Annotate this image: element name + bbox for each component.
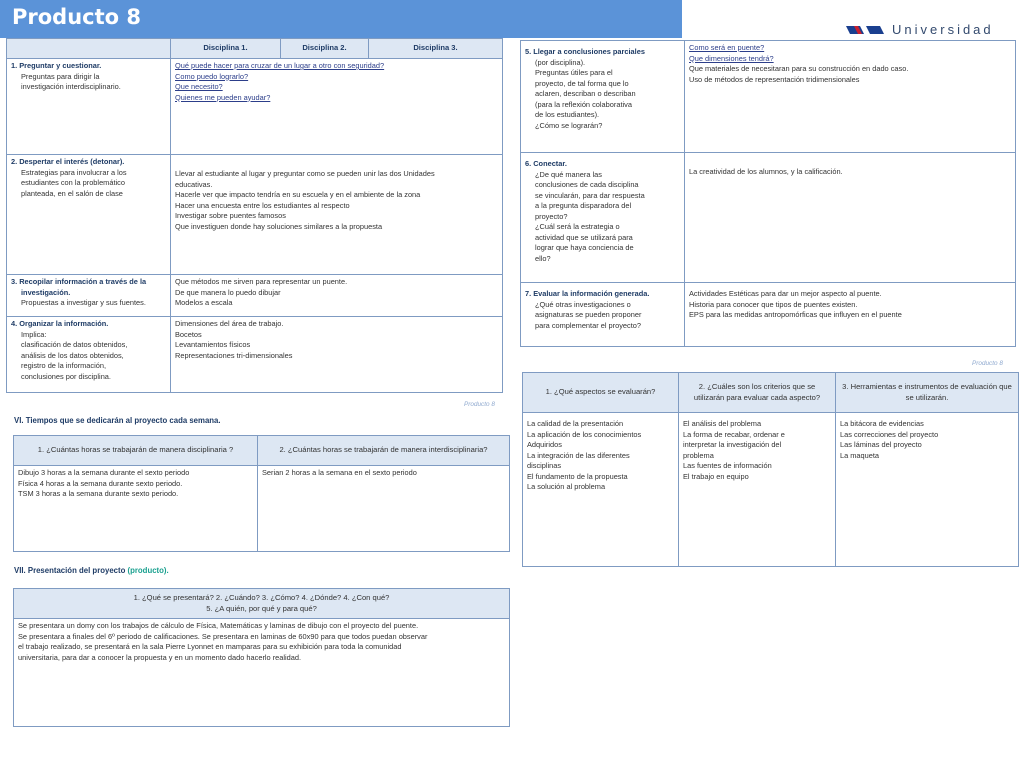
- content-line: educativas.: [175, 179, 213, 189]
- left-header-d2: Disciplina 2.: [281, 39, 369, 59]
- left-row-2: [7, 155, 503, 275]
- row-heading: 6. Conectar.: [525, 159, 567, 168]
- content-line: Actividades Estéticas para dar un mejor aspecto al puente.: [689, 289, 882, 298]
- content-line: Dibujo 3 horas a la semana durante el sexto periodo: [18, 468, 190, 477]
- row-sub: planteada, en el salón de clase: [21, 188, 123, 198]
- left-row-2-content: [171, 155, 503, 275]
- presentation-table: [13, 588, 510, 727]
- content-line: Historia para conocer que tipos de puentes existen.: [689, 299, 858, 309]
- left-row-3-content: [171, 275, 503, 317]
- content-line: Representaciones tri-dimensionales: [175, 350, 293, 360]
- right-row-5: [521, 41, 1016, 153]
- content-line: Hacer una encuesta entre los estudiantes al respecto: [175, 200, 350, 210]
- right-row-7: [521, 283, 1016, 347]
- row-sub: ello?: [535, 253, 551, 263]
- row-sub: conclusiones por disciplina.: [21, 371, 111, 381]
- left-header-d3: Disciplina 3.: [369, 39, 503, 59]
- content-line: universitaria, para dar a conocer la propuesta y en un momento dado hacerlo realidad.: [18, 652, 302, 662]
- content-line: Hacerle ver que impacto tendría en su escuela y en el ambiente de la zona: [175, 190, 421, 199]
- row-heading: 3. Recopilar información a través de la: [11, 277, 147, 286]
- time-disciplinary-cell: [14, 466, 258, 552]
- row-sub: Estrategias para involucrar a los: [21, 167, 127, 177]
- content-line: Serian 2 horas a la semana en el sexto periodo: [262, 468, 417, 477]
- left-row-1-content: [171, 59, 503, 155]
- row-sub: investigación interdisciplinario.: [21, 82, 121, 91]
- content-line: El trabajo en equipo: [683, 471, 749, 481]
- logo-mark-icon: [846, 24, 886, 36]
- right-row-7-label: [521, 283, 685, 347]
- row-sub: lograr que haya conciencia de: [535, 243, 634, 252]
- content-line: Que métodos me sirven para representar un puente.: [175, 277, 348, 286]
- left-header-empty: [7, 39, 171, 59]
- eval-aspects-cell: [523, 413, 679, 567]
- right-row-6: [521, 153, 1016, 283]
- content-line: Que investiguen donde hay soluciones similares a la propuesta: [175, 221, 383, 231]
- content-line: Las fuentes de información: [683, 461, 772, 470]
- row-heading: 5. Llegar a conclusiones parciales: [525, 47, 645, 56]
- content-line: Llevar al estudiante al lugar y preguntar como se pueden unir las dos Unidades: [175, 169, 435, 178]
- header-line: 1. ¿Qué se presentará? 2. ¿Cuándo? 3. ¿Cómo? 4. ¿Dónde? 4. ¿Con qué?: [133, 593, 390, 602]
- content-line: La bitácora de evidencias: [840, 419, 924, 428]
- content-line: Física 4 horas a la semana durante sexto periodo.: [18, 478, 183, 488]
- evaluation-header-row: [523, 373, 1019, 413]
- left-table-header-row: [7, 39, 503, 59]
- row-heading: 1. Preguntar y cuestionar.: [11, 61, 102, 70]
- left-row-4-content: [171, 317, 503, 393]
- content-line: Las láminas del proyecto: [840, 440, 922, 449]
- content-line: La integración de las diferentes: [527, 450, 630, 460]
- content-line: Que dimensiones tendrá?: [689, 53, 774, 63]
- left-row-4: [7, 317, 503, 393]
- content-line: Como será en puente?: [689, 43, 765, 52]
- eval-header-criteria: 2. ¿Cuáles son los criterios que se utilizarán para evaluar cada aspecto?: [679, 373, 836, 413]
- content-line: EPS para las medidas antropomórficas que influyen en el puente: [689, 310, 902, 319]
- product-note-left: Producto 8: [464, 401, 495, 408]
- row-sub: análisis de los datos obtenidos,: [21, 350, 124, 360]
- row-heading: 7. Evaluar la información generada.: [525, 289, 650, 298]
- content-line: La maqueta: [840, 450, 880, 460]
- content-line: Modelos a escala: [175, 298, 233, 307]
- left-row-1: [7, 59, 503, 155]
- content-line: Adquiridos: [527, 440, 562, 449]
- right-table: [520, 40, 1016, 347]
- content-line: Levantamientos físicos: [175, 340, 251, 349]
- presentation-header: [14, 589, 510, 619]
- content-line: La calidad de la presentación: [527, 419, 624, 428]
- eval-header-aspects: 1. ¿Qué aspectos se evaluarán?: [523, 373, 679, 413]
- row-sub: de los estudiantes).: [535, 110, 600, 119]
- right-row-5-content: [685, 41, 1016, 153]
- row-sub: ¿Cómo se lograrán?: [535, 120, 603, 130]
- row-heading: 2. Despertar el interés (detonar).: [11, 157, 125, 166]
- content-line: La creatividad de los alumnos, y la calificación.: [689, 167, 843, 176]
- row-sub: aclaren, describan o describan: [535, 89, 636, 98]
- row-sub: Preguntas para dirigir la: [21, 71, 100, 81]
- header-line: 5. ¿A quién, por qué y para qué?: [206, 603, 317, 613]
- content-line: El fundamento de la propuesta: [527, 471, 628, 481]
- content-line: La forma de recabar, ordenar e: [683, 429, 785, 439]
- eval-criteria-cell: [679, 413, 836, 567]
- evaluation-row: [523, 413, 1019, 567]
- content-line: Las correcciones del proyecto: [840, 429, 939, 439]
- left-row-1-label: [7, 59, 171, 155]
- content-line: Uso de métodos de representación tridimensionales: [689, 74, 860, 84]
- row-sub: ¿De qué manera las: [535, 169, 602, 179]
- page-title: Producto 8: [12, 5, 141, 29]
- content-line: Investigar sobre puentes famosos: [175, 211, 286, 220]
- product-note-right: Producto 8: [972, 360, 1003, 367]
- section-vii-title-product: (producto).: [127, 566, 169, 575]
- title-bar: [0, 0, 682, 38]
- content-line: Como puedo lograrlo?: [175, 71, 249, 81]
- right-row-6-content: [685, 153, 1016, 283]
- row-sub: Preguntas útiles para el: [535, 68, 613, 77]
- left-header-d1: Disciplina 1.: [171, 39, 281, 59]
- row-sub: conclusiones de cada disciplina: [535, 180, 639, 189]
- evaluation-table: [522, 372, 1019, 567]
- row-sub: (por disciplina).: [535, 57, 586, 67]
- row-heading: investigación.: [21, 287, 71, 297]
- row-sub: Propuestas a investigar y sus fuentes.: [21, 298, 146, 307]
- content-line: el trabajo realizado, se presentará en la sala Pierre Lyonnet en mamparas para su exhibición para toda la comunidad: [18, 642, 402, 651]
- left-row-4-label: [7, 317, 171, 393]
- row-sub: ¿Qué otras investigaciones o: [535, 299, 631, 309]
- section-vi-title: VI. Tiempos que se dedicarán al proyecto cada semana.: [14, 416, 221, 425]
- row-heading: 4. Organizar la información.: [11, 319, 109, 328]
- row-sub: asignaturas se pueden proponer: [535, 310, 642, 319]
- content-line: problema: [683, 450, 714, 460]
- right-row-5-label: [521, 41, 685, 153]
- content-line: La aplicación de los conocimientos: [527, 429, 642, 439]
- time-interdisciplinary-cell: [258, 466, 510, 552]
- logo-text: Universidad: [892, 22, 994, 37]
- content-line: disciplinas: [527, 461, 562, 470]
- row-sub: a la pregunta disparadora del: [535, 201, 632, 210]
- right-row-7-content: [685, 283, 1016, 347]
- eval-header-tools: 3. Herramientas e instrumentos de evaluación que se utilizarán.: [836, 373, 1019, 413]
- row-sub: proyecto?: [535, 211, 568, 221]
- content-line: Se presentara a finales del 6º periodo de calificaciones. Se presentara en laminas de 60x90 para que todos puedan observar: [18, 631, 428, 641]
- presentation-row: [14, 619, 510, 727]
- content-line: De que manera lo puedo dibujar: [175, 287, 281, 297]
- left-row-3-label: [7, 275, 171, 317]
- row-sub: Implica:: [21, 329, 47, 339]
- content-line: interpretar la investigación del: [683, 440, 782, 449]
- content-line: El análisis del problema: [683, 419, 762, 428]
- time-table-header: [14, 436, 510, 466]
- content-line: Quienes me pueden ayudar?: [175, 92, 271, 102]
- content-line: Que materiales de necesitaran para su construcción en dado caso.: [689, 64, 909, 73]
- time-table: [13, 435, 510, 552]
- content-line: TSM 3 horas a la semana durante sexto periodo.: [18, 489, 179, 498]
- content-line: Que necesito?: [175, 82, 223, 91]
- left-row-2-label: [7, 155, 171, 275]
- content-line: Bocetos: [175, 329, 202, 339]
- content-line: Qué puede hacer para cruzar de un lugar a otro con seguridad?: [175, 61, 385, 70]
- right-row-6-label: [521, 153, 685, 283]
- section-vii-title: [14, 566, 169, 575]
- time-header-interdisciplinary: 2. ¿Cuántas horas se trabajarán de manera interdisciplinaria?: [258, 436, 510, 466]
- left-table: [6, 38, 503, 393]
- content-line: La solución al problema: [527, 482, 606, 491]
- presentation-content: [14, 619, 510, 727]
- section-vii-title-main: VII. Presentación del proyecto: [14, 566, 128, 575]
- content-line: Se presentara un domy con los trabajos de cálculo de Física, Matemáticas y laminas de dibujo con el proyecto del puente.: [18, 621, 419, 630]
- left-row-3: [7, 275, 503, 317]
- row-sub: registro de la información,: [21, 361, 107, 370]
- row-sub: ¿Cuál será la estrategia o: [535, 222, 620, 231]
- row-sub: actividad que se utilizará para: [535, 232, 633, 242]
- eval-tools-cell: [836, 413, 1019, 567]
- presentation-questions: [14, 589, 510, 619]
- row-sub: se vincularán, para dar respuesta: [535, 190, 645, 200]
- row-sub: clasificación de datos obtenidos,: [21, 340, 128, 349]
- content-line: Dimensiones del área de trabajo.: [175, 319, 284, 328]
- time-header-disciplinary: 1. ¿Cuántas horas se trabajarán de manera disciplinaria ?: [14, 436, 258, 466]
- row-sub: para complementar el proyecto?: [535, 320, 641, 330]
- row-sub: proyecto, de tal forma que lo: [535, 78, 629, 88]
- row-sub: estudiantes con la problemático: [21, 178, 125, 187]
- time-table-row: [14, 466, 510, 552]
- row-sub: (para la reflexión colaborativa: [535, 99, 632, 109]
